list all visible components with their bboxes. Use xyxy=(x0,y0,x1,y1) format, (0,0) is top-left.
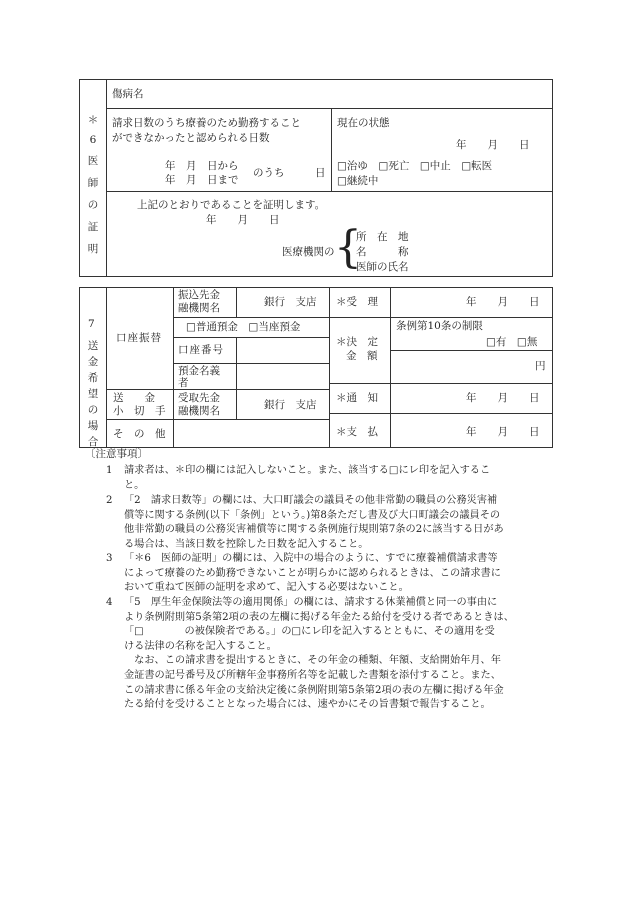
amount-field[interactable] xyxy=(392,352,532,381)
receive-bank-label-line1: 受取先金 xyxy=(178,392,220,404)
workdays-label-line2: ができなかったと認められる日数 xyxy=(112,132,270,144)
section7-row-divider xyxy=(106,419,329,420)
section6-label-char: 医 xyxy=(87,155,99,167)
remittance-check-line2: 小 切 手 xyxy=(113,405,166,417)
decision-label-line1: ＊決 定 xyxy=(336,336,378,348)
receipt-label: ＊受 理 xyxy=(336,296,378,308)
certify-text: 上記のとおりであることを証明します。 xyxy=(137,199,326,211)
institution-label: 医療機関の xyxy=(282,246,335,258)
account-holder-label-line1: 預金名義 xyxy=(178,365,220,377)
workdays-label-line1: 請求日数のうち療養のため勤務すること xyxy=(112,117,301,129)
section7-row-divider xyxy=(173,317,329,318)
limit-options[interactable]: □有 □無 xyxy=(486,336,538,348)
section7-label-char: 場 xyxy=(87,420,99,432)
payment-label: ＊支 払 xyxy=(336,426,378,438)
note-line: 他非常勤の職員の公務災害補償等に関する条例施行規則第7条の2に該当する日があ xyxy=(124,524,504,536)
status-options-line1[interactable]: □治ゆ □死亡 □中止 □転医 xyxy=(337,160,493,172)
section6-label-char: 証 xyxy=(87,221,99,233)
note-line: 「2 請求日数等」の欄には、大口町議会の議員その他非常勤の職員の公務災害補 xyxy=(124,495,498,506)
notice-date[interactable]: 年 月 日 xyxy=(466,392,540,404)
disease-name-label: 傷病名 xyxy=(112,88,144,100)
note-number: 2 xyxy=(106,495,113,506)
note-line: 「□ の被保険者である。」の□にレ印を記入するとともに、その適用を受 xyxy=(124,626,495,638)
note-line: この請求書に係る年金の支給決定後に条例附則第5条第2項の表の左欄に掲げる年金 xyxy=(124,684,504,696)
note-line: ける法律の名称を記入すること。 xyxy=(124,640,277,652)
section6-row-divider-1 xyxy=(106,108,553,109)
section6-label-char: 師 xyxy=(87,177,99,189)
current-status-label: 現在の状態 xyxy=(337,117,390,129)
section7-right-row-divider xyxy=(329,383,553,384)
other-label: そ の 他 xyxy=(113,428,166,440)
note-line: 金証書の記号番号及び所轄年金事務所名等を記載した書類を添付すること。また、 xyxy=(124,669,501,681)
note-number: 1 xyxy=(106,465,113,476)
note-item-1 xyxy=(106,464,550,493)
account-number-field[interactable] xyxy=(238,339,327,361)
section7-row-divider xyxy=(173,363,329,364)
remittance-check-line1: 送 金 xyxy=(113,392,155,404)
disease-name-field[interactable] xyxy=(160,82,548,104)
section7-label-char: の xyxy=(87,404,99,416)
section7-label-char: 送 xyxy=(87,340,99,352)
deposit-type-options[interactable]: □普通預金 □当座預金 xyxy=(186,321,301,333)
note-line: おいて重ねて医師の証明を求めて、記入する必要はないこと。 xyxy=(124,582,409,594)
section6-label-char: ＊ xyxy=(87,114,99,126)
section6-label-char: 明 xyxy=(87,243,99,255)
institution-brace: { xyxy=(334,222,362,273)
section7-right-row-divider xyxy=(390,350,553,351)
receive-bank-field[interactable]: 銀行 支店 xyxy=(264,399,317,411)
period-days[interactable]: 日 xyxy=(315,167,326,179)
section6-label xyxy=(84,112,102,256)
section7-right-row-divider xyxy=(329,317,553,318)
section7-label-char: 合 xyxy=(87,436,99,448)
section7-label-char: 望 xyxy=(87,388,99,400)
section7-subfield-divider xyxy=(236,337,237,363)
note-item-4 xyxy=(106,596,550,713)
note-line: る場合は、当該日数を控除した日数を記入すること。 xyxy=(124,538,369,550)
institution-address[interactable]: 所 在 地 xyxy=(356,231,409,243)
section7-subfield-divider xyxy=(236,363,237,389)
period-within: のうち xyxy=(253,167,285,179)
account-holder-field[interactable] xyxy=(238,365,327,387)
section7-row-divider xyxy=(173,337,329,338)
note-line: 「5 厚生年金保険法等の適用関係」の欄には、請求する休業補償と同一の事由に xyxy=(124,597,498,608)
section7-row-divider xyxy=(106,389,329,390)
note-line: によって療養のため勤務できないことが明らかに認められるときは、この請求書に xyxy=(124,567,501,579)
note-line: より条例附則第5条第2項の表の左欄に掲げる年金たる給付を受ける者であるときは、 xyxy=(124,611,514,623)
section7-subfield-divider xyxy=(236,389,237,419)
notes-title: 〔注意事項〕 xyxy=(85,448,148,460)
section7-label-char: 金 xyxy=(87,356,99,368)
section7-subfield-divider xyxy=(236,287,237,317)
note-number: 3 xyxy=(106,553,113,564)
certify-date[interactable]: 年 月 日 xyxy=(206,214,280,226)
note-item-2 xyxy=(106,494,550,552)
note-line: 請求者は、＊印の欄には記入しないこと。また、該当する□にレ印を記入するこ xyxy=(124,465,491,476)
section7-right-row-divider xyxy=(329,413,553,414)
note-line: たる給付を受けることとなった場合には、速やかにその旨書類で報告すること。 xyxy=(124,699,491,711)
notice-label: ＊通 知 xyxy=(336,392,378,404)
period-to[interactable]: 年 月 日まで xyxy=(165,174,239,186)
status-options-line2[interactable]: □継続中 xyxy=(337,175,379,187)
institution-name[interactable]: 名 称 xyxy=(356,246,409,258)
account-transfer-label: 口座振替 xyxy=(116,332,162,344)
receive-bank-label-line2: 融機関名 xyxy=(178,405,220,417)
decision-label-line2: 金 額 xyxy=(346,350,378,362)
section6-row-divider-2 xyxy=(106,191,553,192)
period-from[interactable]: 年 月 日から xyxy=(165,160,239,172)
note-line: なお、この請求書を提出するときに、その年金の種類、年額、支給開始年月、年 xyxy=(124,655,501,667)
yen-unit: 円 xyxy=(535,360,546,372)
section7-label-char: 希 xyxy=(87,372,99,384)
transfer-bank-label-line1: 振込先金 xyxy=(178,289,220,301)
section7-right-label-divider xyxy=(390,287,391,448)
note-line: 償等に関する条例(以下「条例」という。)第8条ただし書及び大口町議会の議員その xyxy=(124,509,501,521)
transfer-bank-field[interactable]: 銀行 支店 xyxy=(264,296,317,308)
section6-label-char: の xyxy=(87,199,99,211)
section7-right-divider xyxy=(329,287,330,448)
section6-label-char: 6 xyxy=(89,134,97,146)
account-number-label: 口座番号 xyxy=(178,344,224,356)
current-status-date[interactable]: 年 月 日 xyxy=(456,139,530,151)
account-holder-label-line2: 者 xyxy=(178,377,189,389)
section7-label-number: 7 xyxy=(88,318,95,330)
section7-label xyxy=(84,338,102,449)
note-line: と。 xyxy=(124,479,145,491)
note-number: 4 xyxy=(106,597,113,608)
receipt-date[interactable]: 年 月 日 xyxy=(466,296,540,308)
payment-date[interactable]: 年 月 日 xyxy=(466,426,540,438)
section7-label-divider xyxy=(106,287,107,448)
doctor-name[interactable]: 医師の氏名 xyxy=(356,261,409,273)
note-line: 「＊6 医師の証明」の欄には、入院中の場合のように、すでに療養補償請求書等 xyxy=(124,553,498,564)
section6-col-divider xyxy=(331,108,332,191)
section7-method-divider xyxy=(173,287,174,448)
note-item-3 xyxy=(106,552,550,596)
other-field[interactable] xyxy=(175,421,327,446)
transfer-bank-label-line2: 融機関名 xyxy=(178,302,220,314)
ordinance-limit-label: 条例第10条の制限 xyxy=(396,320,483,332)
